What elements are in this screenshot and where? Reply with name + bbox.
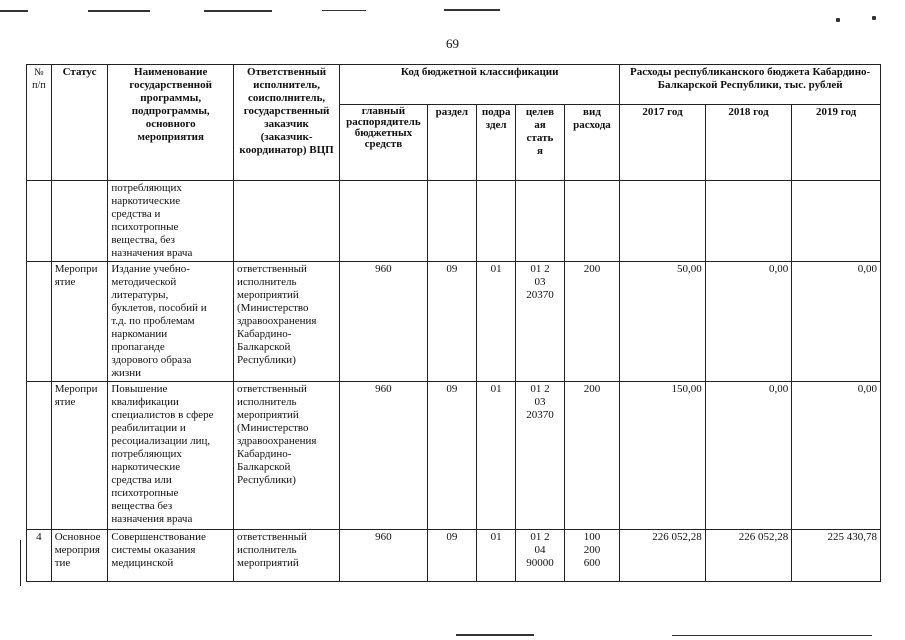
cell-name: потребляющих наркотические средства и психотропные вещества, без назначения врача [108,181,234,262]
cell-2018: 0,00 [705,262,792,382]
cell-2017: 50,00 [620,262,705,382]
cell-type: 200 [564,262,620,382]
cell-target: 01 2 03 20370 [516,382,564,530]
cell-name: Совершенствование системы оказания медицинской [108,530,234,582]
cell-grbs: 960 [340,382,428,530]
budget-table [26,64,881,582]
scan-artifact-margin [20,540,21,586]
cell-type: 100 200 600 [564,530,620,582]
cell-subsection: 01 [477,530,516,582]
table-row [27,262,881,382]
cell-2017 [620,181,705,262]
cell-2018: 0,00 [705,382,792,530]
cell-2019: 0,00 [792,382,881,530]
cell-executor: ответственный исполнитель мероприятий (Министерство здравоохранения Кабардино- Балкарской Республики) [234,382,340,530]
cell-type: 200 [564,382,620,530]
header-executor: Ответственный исполнитель, соисполнитель, государственный заказчик (заказчик-координатор) ВЦП [234,65,340,181]
cell-name: Издание учебно- методической литературы, буклетов, пособий и т.д. по проблемам наркомании пропаганде здорового образа жизни [108,262,234,382]
cell-subsection: 01 [477,382,516,530]
cell-type [564,181,620,262]
scan-artifact-line [672,635,872,636]
cell-2018: 226 052,28 [705,530,792,582]
cell-num [27,262,52,382]
cell-status: Основное мероприя тие [51,530,108,582]
cell-executor: ответственный исполнитель мероприятий [234,530,340,582]
cell-2018 [705,181,792,262]
header-status: Статус [51,65,108,181]
header-2019: 2019 год [792,105,881,181]
cell-target: 01 2 04 90000 [516,530,564,582]
cell-num [27,382,52,530]
cell-section: 09 [427,530,476,582]
header-subsection: подра здел [477,105,516,181]
cell-num [27,181,52,262]
scan-artifact-line [322,10,366,11]
cell-status: Меропри ятие [51,382,108,530]
table-row [27,382,881,530]
header-section: раздел [427,105,476,181]
cell-target: 01 2 03 20370 [516,262,564,382]
cell-num: 4 [27,530,52,582]
cell-section: 09 [427,262,476,382]
cell-section: 09 [427,382,476,530]
header-2017: 2017 год [620,105,705,181]
cell-executor: ответственный исполнитель мероприятий (Министерство здравоохранения Кабардино- Балкарской Республики) [234,262,340,382]
header-grbs: главный распорядитель бюджетных средств [340,105,428,181]
cell-status [51,181,108,262]
cell-subsection: 01 [477,262,516,382]
cell-grbs: 960 [340,530,428,582]
cell-grbs: 960 [340,262,428,382]
table-row [27,181,881,262]
header-name: Наименование государственной программы, подпрограммы, основного мероприятия [108,65,234,181]
cell-2017: 226 052,28 [620,530,705,582]
cell-grbs [340,181,428,262]
scan-artifact-line [0,10,28,12]
page-number: 69 [446,36,459,51]
cell-section [427,181,476,262]
header-code-group: Код бюджетной классификации [340,65,620,105]
cell-2019: 0,00 [792,262,881,382]
scan-artifact-dot [836,18,840,22]
scan-artifact-line [456,634,534,636]
cell-executor [234,181,340,262]
cell-status: Меропри ятие [51,262,108,382]
cell-target [516,181,564,262]
cell-subsection [477,181,516,262]
cell-2017: 150,00 [620,382,705,530]
header-num: № п/п [27,65,52,181]
header-expense-group: Расходы республиканского бюджета Кабардино-Балкарской Республики, тыс. рублей [620,65,881,105]
header-type: вид расхода [564,105,620,181]
scan-artifact-line [444,9,500,11]
cell-2019 [792,181,881,262]
scan-artifact-line [204,10,272,12]
header-target: целев ая стать я [516,105,564,181]
scan-artifact-dot [872,16,876,20]
cell-name: Повышение квалификации специалистов в сфере реабилитации и ресоциализации лиц, потребляющих наркотические средства или психотропные вещества без назначения врача [108,382,234,530]
header-2018: 2018 год [705,105,792,181]
cell-2019: 225 430,78 [792,530,881,582]
scan-artifact-line [88,10,150,12]
table-row [27,530,881,582]
